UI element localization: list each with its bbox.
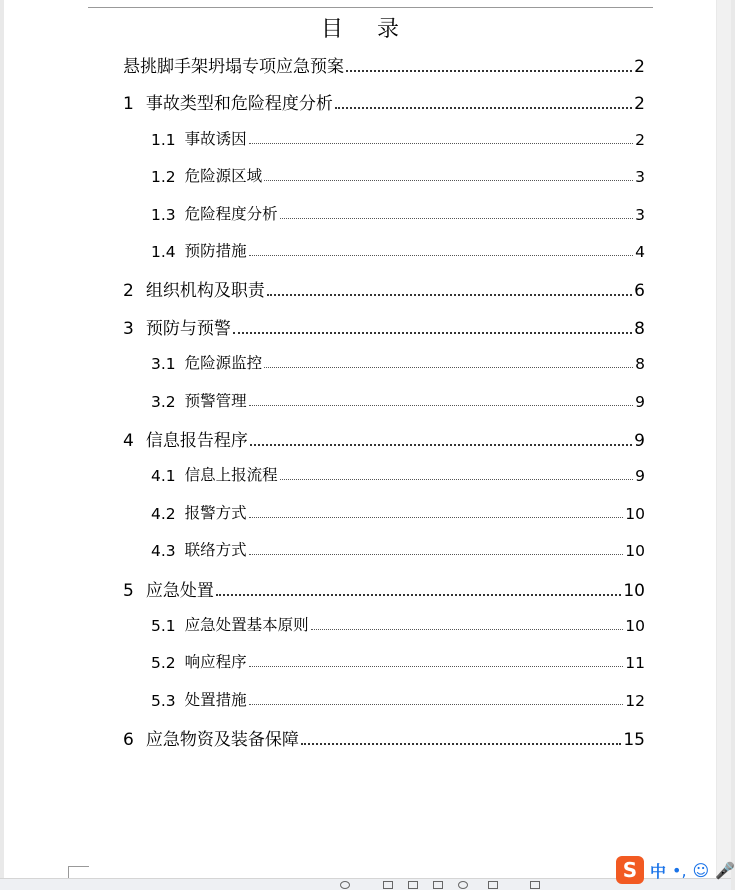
toc-entry[interactable]	[123, 576, 645, 601]
toc-entry[interactable]	[151, 164, 645, 186]
toc-entry[interactable]	[123, 314, 645, 339]
document-page	[4, 0, 716, 878]
toc-entry-text: 报警方式	[184, 503, 247, 522]
toc-entry[interactable]	[123, 89, 645, 114]
toc-entry-text: 响应程序	[184, 653, 247, 672]
smiley-icon[interactable]: ☺	[692, 860, 710, 880]
toc-page-number: 9	[635, 467, 645, 486]
toc-entry[interactable]	[151, 239, 645, 261]
toc-entry-text: 组织机构及职责	[145, 281, 265, 302]
toc-entry-text: 预警管理	[184, 391, 247, 410]
toc-entry[interactable]	[151, 389, 645, 411]
toc-page-number: 10	[623, 580, 645, 601]
toc-page-number: 2	[634, 94, 645, 115]
toc-page-number: 15	[623, 730, 645, 751]
list-view-icon[interactable]	[408, 881, 418, 889]
toc-entry-text: 危险程度分析	[184, 204, 278, 223]
toc-entry-text: 事故诱因	[184, 129, 247, 148]
toc-entry-number: 6	[123, 730, 134, 751]
ime-punct[interactable]: •,	[672, 860, 687, 880]
toc-entry-number: 1.1	[151, 130, 176, 149]
toc-page-number: 9	[635, 392, 645, 411]
toc-leader-dots	[249, 143, 633, 144]
toc-leader-dots	[264, 367, 633, 368]
toc-title-char: 录	[377, 17, 400, 42]
ime-mode[interactable]: 中	[650, 861, 667, 881]
vertical-scrollbar[interactable]	[717, 0, 731, 878]
toc-entry-number: 4.1	[151, 467, 176, 486]
toc-leader-dots	[216, 594, 622, 596]
toc-leader-dots	[249, 704, 624, 705]
toc-leader-dots	[335, 107, 632, 109]
toc-leader-dots	[301, 743, 622, 745]
toc-entry-text: 处置措施	[184, 690, 247, 709]
toc-page-number: 9	[634, 431, 645, 451]
toc-page-number: 11	[625, 654, 645, 673]
toc-entry-text: 危险源区域	[184, 167, 263, 186]
toc-entry-number: 1.4	[151, 243, 176, 261]
toc-entry-text: 应急处置	[145, 580, 214, 601]
toc-entry-number: 5.3	[151, 691, 176, 710]
toc-title	[4, 12, 716, 43]
toc-page-number: 2	[635, 130, 645, 149]
pen-icon[interactable]	[488, 881, 498, 889]
toc-entry-number: 1.3	[151, 205, 176, 224]
toc-page-number: 4	[635, 243, 645, 261]
toc-leader-dots	[249, 517, 624, 518]
ime-toolbar[interactable]	[616, 856, 735, 884]
toc-page-number: 6	[634, 281, 645, 302]
toc-entry[interactable]	[151, 613, 645, 635]
toc-entry[interactable]	[151, 688, 645, 710]
toc-leader-dots	[249, 405, 633, 406]
toc-entry-number: 4.3	[151, 542, 176, 561]
toc-entry-text: 信息上报流程	[184, 466, 278, 485]
toc-page-number: 2	[634, 57, 645, 77]
toc-page-number: 10	[625, 617, 645, 635]
toc-entry-number: 3.1	[151, 355, 176, 374]
toc-entry-number: 5.1	[151, 617, 176, 635]
toc-entry-number: 2	[123, 281, 134, 302]
toc-page-number: 12	[625, 691, 645, 710]
toc-entry-text: 联络方式	[184, 541, 247, 560]
toc-leader-dots	[346, 70, 632, 72]
toc-entry-text: 事故类型和危险程度分析	[145, 94, 333, 115]
toc-entry-text: 应急物资及装备保障	[145, 730, 299, 751]
toc-entry[interactable]	[151, 202, 645, 224]
toc-entry-text: 应急处置基本原则	[184, 616, 309, 634]
toc-leader-dots	[264, 180, 633, 181]
toc-entry-number: 5	[123, 580, 134, 601]
toc-entry-text: 预防措施	[184, 242, 247, 260]
toc-title-char: 目	[320, 17, 343, 42]
toc-leader-dots	[249, 666, 624, 667]
toc-entry[interactable]	[151, 351, 645, 373]
toc-page-number: 8	[634, 318, 645, 339]
toc-leader-dots	[249, 554, 624, 555]
toc-entry[interactable]	[151, 501, 645, 523]
toc-entry-text: 危险源监控	[184, 354, 263, 373]
zoom-fit-icon[interactable]	[530, 881, 540, 889]
toc-entry[interactable]	[123, 426, 645, 451]
toc-entry-number: 1	[123, 94, 134, 115]
toc-leader-dots	[267, 294, 632, 296]
toc-page-number: 8	[635, 355, 645, 374]
toc-entry-number: 3.2	[151, 392, 176, 411]
grid-view-icon[interactable]	[433, 881, 443, 889]
toc-entry-number: 3	[123, 318, 134, 339]
toc-leader-dots	[233, 332, 632, 334]
toc-entry[interactable]	[151, 127, 645, 149]
toc-leader-dots	[280, 218, 633, 219]
toc-page-number: 3	[635, 168, 645, 187]
toc-entry[interactable]	[151, 538, 645, 560]
toc-leader-dots	[250, 444, 632, 446]
toc-entry-number: 1.2	[151, 168, 176, 187]
web-view-icon[interactable]	[458, 881, 468, 889]
sun-icon[interactable]	[340, 881, 350, 889]
page-view-icon[interactable]	[383, 881, 393, 889]
sogou-logo-icon[interactable]: S	[616, 856, 644, 884]
toc-entry[interactable]	[151, 650, 645, 672]
toc-entry-number: 4.2	[151, 504, 176, 523]
toc-page-number: 10	[625, 504, 645, 523]
toc-entry-text: 预防与预警	[145, 318, 231, 339]
toc-entry-number: 4	[123, 431, 134, 451]
toc-leader-dots	[280, 479, 633, 480]
microphone-icon[interactable]: 🎤	[715, 860, 735, 880]
toc-entry[interactable]	[151, 463, 645, 485]
toc-entry[interactable]	[123, 276, 645, 301]
toc-page-number: 10	[625, 542, 645, 561]
toc-leader-dots	[249, 255, 633, 256]
toc-page-number: 3	[635, 205, 645, 224]
toc-entry-text: 悬挑脚手架坍塌专项应急预案	[123, 57, 344, 77]
toc-entry[interactable]	[123, 725, 645, 750]
header-rule	[88, 7, 653, 8]
toc-entry[interactable]	[123, 52, 645, 77]
toc-entry-number: 5.2	[151, 654, 176, 673]
toc-entry-text: 信息报告程序	[145, 431, 248, 451]
toc-leader-dots	[311, 629, 624, 630]
